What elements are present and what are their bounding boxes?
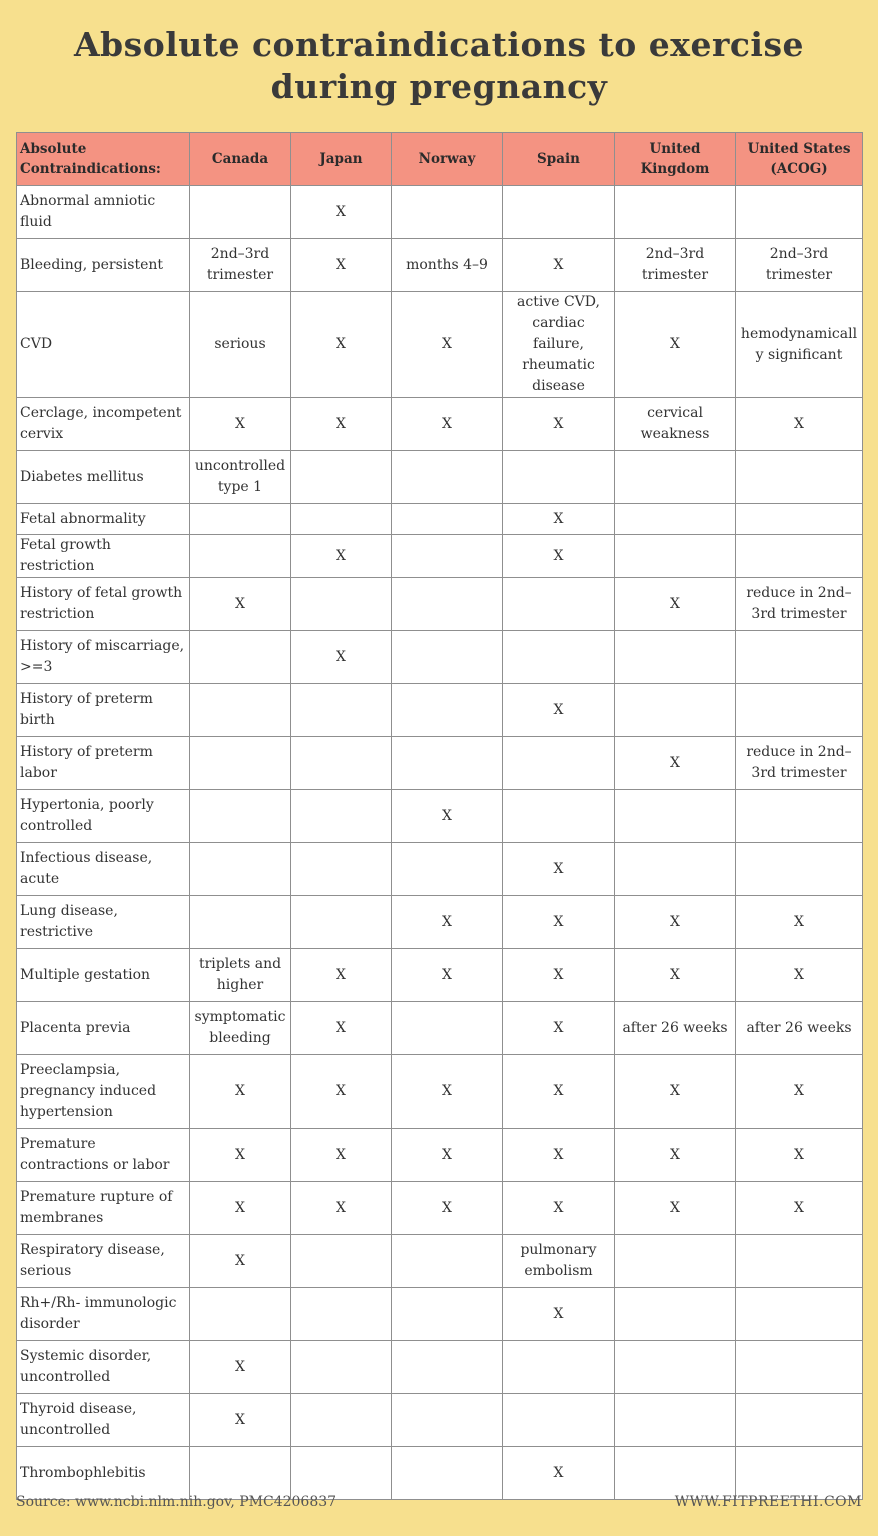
- cell-japan: [291, 451, 392, 504]
- cell-norway: [392, 1288, 503, 1341]
- table-row: [17, 1182, 863, 1235]
- cell-norway: [392, 451, 503, 504]
- cell-norway: [392, 578, 503, 631]
- cell-canada: 2nd–3rd trimester: [190, 239, 291, 292]
- cell-japan: [291, 1235, 392, 1288]
- row-label: Bleeding, persistent: [17, 239, 190, 292]
- table-row: [17, 737, 863, 790]
- cell-spain: X: [503, 1002, 615, 1055]
- cell-japan: X: [291, 949, 392, 1002]
- cell-us: [736, 790, 863, 843]
- cell-uk: cervical weakness: [615, 398, 736, 451]
- cell-uk: X: [615, 737, 736, 790]
- cell-japan: [291, 504, 392, 535]
- cell-canada: X: [190, 1055, 291, 1129]
- cell-canada: uncontrolled type 1: [190, 451, 291, 504]
- cell-us: reduce in 2nd–3rd trimester: [736, 578, 863, 631]
- header-united-states: United States (ACOG): [736, 133, 863, 186]
- row-label: Hypertonia, poorly controlled: [17, 790, 190, 843]
- row-label: Infectious disease, acute: [17, 843, 190, 896]
- table-row: [17, 1447, 863, 1500]
- cell-japan: [291, 1394, 392, 1447]
- cell-spain: X: [503, 239, 615, 292]
- table-row: [17, 790, 863, 843]
- cell-japan: X: [291, 292, 392, 398]
- cell-japan: [291, 1288, 392, 1341]
- row-label: Preeclampsia, pregnancy induced hypertension: [17, 1055, 190, 1129]
- cell-uk: 2nd–3rd trimester: [615, 239, 736, 292]
- cell-canada: [190, 790, 291, 843]
- cell-us: [736, 631, 863, 684]
- cell-uk: [615, 451, 736, 504]
- cell-norway: [392, 1002, 503, 1055]
- table-row: [17, 398, 863, 451]
- row-label: Respiratory disease, serious: [17, 1235, 190, 1288]
- contraindications-table: [16, 132, 863, 1500]
- cell-us: [736, 504, 863, 535]
- table-row: [17, 1235, 863, 1288]
- cell-japan: X: [291, 631, 392, 684]
- cell-us: [736, 843, 863, 896]
- row-label: CVD: [17, 292, 190, 398]
- website-link[interactable]: WWW.FITPREETHI.COM: [674, 1494, 862, 1510]
- row-label: Lung disease, restrictive: [17, 896, 190, 949]
- cell-canada: [190, 1288, 291, 1341]
- cell-canada: triplets and higher: [190, 949, 291, 1002]
- page-title: [0, 24, 878, 108]
- cell-uk: X: [615, 896, 736, 949]
- title-line-2: during pregnancy: [270, 67, 608, 106]
- cell-norway: X: [392, 790, 503, 843]
- table-row: [17, 535, 863, 578]
- source-citation: Source: www.ncbi.nlm.nih.gov, PMC4206837: [16, 1494, 337, 1510]
- header-japan: Japan: [291, 133, 392, 186]
- cell-spain: X: [503, 1447, 615, 1500]
- cell-us: X: [736, 1182, 863, 1235]
- row-label: Premature rupture of membranes: [17, 1182, 190, 1235]
- cell-canada: [190, 186, 291, 239]
- cell-norway: [392, 684, 503, 737]
- header-norway: Norway: [392, 133, 503, 186]
- row-label: History of preterm labor: [17, 737, 190, 790]
- cell-norway: months 4–9: [392, 239, 503, 292]
- header-united-kingdom: United Kingdom: [615, 133, 736, 186]
- cell-norway: X: [392, 292, 503, 398]
- row-label: Multiple gestation: [17, 949, 190, 1002]
- cell-norway: X: [392, 398, 503, 451]
- cell-spain: active CVD, cardiac failure, rheumatic disease: [503, 292, 615, 398]
- cell-japan: [291, 790, 392, 843]
- cell-us: [736, 1394, 863, 1447]
- cell-uk: [615, 790, 736, 843]
- cell-canada: [190, 684, 291, 737]
- cell-spain: X: [503, 684, 615, 737]
- cell-spain: X: [503, 504, 615, 535]
- cell-canada: [190, 535, 291, 578]
- cell-japan: [291, 684, 392, 737]
- cell-canada: X: [190, 1394, 291, 1447]
- table-row: [17, 504, 863, 535]
- cell-uk: [615, 1235, 736, 1288]
- cell-us: [736, 535, 863, 578]
- cell-us: 2nd–3rd trimester: [736, 239, 863, 292]
- cell-norway: [392, 186, 503, 239]
- row-label: Placenta previa: [17, 1002, 190, 1055]
- cell-canada: serious: [190, 292, 291, 398]
- header-row: [17, 133, 863, 186]
- cell-canada: symptomatic bleeding: [190, 1002, 291, 1055]
- cell-uk: [615, 186, 736, 239]
- cell-uk: [615, 1288, 736, 1341]
- cell-us: [736, 1235, 863, 1288]
- row-label: Fetal growth restriction: [17, 535, 190, 578]
- cell-norway: X: [392, 1182, 503, 1235]
- row-label: Premature contractions or labor: [17, 1129, 190, 1182]
- cell-norway: [392, 1235, 503, 1288]
- row-label: Diabetes mellitus: [17, 451, 190, 504]
- table-row: [17, 1341, 863, 1394]
- cell-norway: [392, 1447, 503, 1500]
- cell-norway: [392, 1341, 503, 1394]
- cell-norway: [392, 843, 503, 896]
- cell-uk: [615, 504, 736, 535]
- row-label: Cerclage, incompetent cervix: [17, 398, 190, 451]
- cell-us: X: [736, 1055, 863, 1129]
- cell-uk: [615, 1394, 736, 1447]
- cell-us: [736, 451, 863, 504]
- cell-us: hemodynamically significant: [736, 292, 863, 398]
- cell-uk: [615, 684, 736, 737]
- cell-spain: [503, 737, 615, 790]
- table-row: [17, 949, 863, 1002]
- cell-spain: X: [503, 1055, 615, 1129]
- cell-japan: X: [291, 1182, 392, 1235]
- cell-us: after 26 weeks: [736, 1002, 863, 1055]
- cell-spain: X: [503, 896, 615, 949]
- table-row: [17, 451, 863, 504]
- cell-japan: X: [291, 535, 392, 578]
- cell-norway: X: [392, 949, 503, 1002]
- cell-uk: [615, 535, 736, 578]
- cell-uk: X: [615, 1182, 736, 1235]
- cell-canada: X: [190, 398, 291, 451]
- header-spain: Spain: [503, 133, 615, 186]
- cell-norway: X: [392, 896, 503, 949]
- cell-uk: [615, 843, 736, 896]
- cell-japan: X: [291, 1002, 392, 1055]
- cell-canada: X: [190, 1235, 291, 1288]
- cell-norway: [392, 1394, 503, 1447]
- cell-canada: [190, 737, 291, 790]
- table-row: [17, 1129, 863, 1182]
- cell-japan: [291, 843, 392, 896]
- row-label: Thrombophlebitis: [17, 1447, 190, 1500]
- cell-spain: [503, 631, 615, 684]
- cell-canada: X: [190, 1182, 291, 1235]
- cell-spain: [503, 790, 615, 843]
- cell-uk: X: [615, 292, 736, 398]
- cell-uk: [615, 631, 736, 684]
- cell-norway: X: [392, 1129, 503, 1182]
- table-row: [17, 631, 863, 684]
- table-row: [17, 843, 863, 896]
- cell-spain: [503, 578, 615, 631]
- table-row: [17, 578, 863, 631]
- cell-us: X: [736, 1129, 863, 1182]
- cell-spain: X: [503, 1129, 615, 1182]
- row-label: Thyroid disease, uncontrolled: [17, 1394, 190, 1447]
- cell-spain: [503, 1341, 615, 1394]
- cell-us: [736, 684, 863, 737]
- cell-canada: X: [190, 1129, 291, 1182]
- row-label: History of fetal growth restriction: [17, 578, 190, 631]
- cell-japan: [291, 578, 392, 631]
- cell-spain: [503, 186, 615, 239]
- cell-spain: X: [503, 843, 615, 896]
- cell-japan: X: [291, 398, 392, 451]
- cell-spain: [503, 1394, 615, 1447]
- table-row: [17, 684, 863, 737]
- table-row: [17, 896, 863, 949]
- table-row: [17, 1288, 863, 1341]
- row-label: Systemic disorder, uncontrolled: [17, 1341, 190, 1394]
- cell-us: reduce in 2nd–3rd trimester: [736, 737, 863, 790]
- row-label: Rh+/Rh- immunologic disorder: [17, 1288, 190, 1341]
- cell-spain: pulmonary embolism: [503, 1235, 615, 1288]
- cell-us: [736, 1288, 863, 1341]
- row-label: Abnormal amniotic fluid: [17, 186, 190, 239]
- cell-norway: [392, 737, 503, 790]
- cell-uk: [615, 1341, 736, 1394]
- row-label: History of miscarriage, >=3: [17, 631, 190, 684]
- cell-canada: [190, 504, 291, 535]
- cell-japan: X: [291, 1055, 392, 1129]
- cell-norway: [392, 535, 503, 578]
- table-row: [17, 292, 863, 398]
- cell-japan: X: [291, 1129, 392, 1182]
- title-line-1: Absolute contraindications to exercise: [73, 25, 805, 64]
- table-row: [17, 1055, 863, 1129]
- cell-canada: [190, 631, 291, 684]
- cell-uk: after 26 weeks: [615, 1002, 736, 1055]
- cell-spain: X: [503, 1288, 615, 1341]
- cell-japan: X: [291, 186, 392, 239]
- cell-japan: [291, 896, 392, 949]
- table-row: [17, 1394, 863, 1447]
- table-row: [17, 1002, 863, 1055]
- cell-spain: X: [503, 398, 615, 451]
- cell-us: X: [736, 949, 863, 1002]
- cell-norway: X: [392, 1055, 503, 1129]
- cell-us: [736, 186, 863, 239]
- cell-norway: [392, 631, 503, 684]
- cell-canada: [190, 896, 291, 949]
- cell-canada: [190, 843, 291, 896]
- cell-canada: [190, 1447, 291, 1500]
- cell-us: [736, 1447, 863, 1500]
- cell-spain: [503, 451, 615, 504]
- cell-uk: X: [615, 578, 736, 631]
- header-canada: Canada: [190, 133, 291, 186]
- cell-spain: X: [503, 949, 615, 1002]
- cell-us: X: [736, 896, 863, 949]
- cell-uk: [615, 1447, 736, 1500]
- cell-us: X: [736, 398, 863, 451]
- table-row: [17, 186, 863, 239]
- cell-japan: [291, 1341, 392, 1394]
- cell-spain: X: [503, 535, 615, 578]
- header-contraindications: Absolute Contraindications:: [17, 133, 190, 186]
- row-label: History of preterm birth: [17, 684, 190, 737]
- cell-spain: X: [503, 1182, 615, 1235]
- row-label: Fetal abnormality: [17, 504, 190, 535]
- cell-japan: X: [291, 239, 392, 292]
- cell-norway: [392, 504, 503, 535]
- cell-canada: X: [190, 578, 291, 631]
- cell-uk: X: [615, 949, 736, 1002]
- cell-uk: X: [615, 1055, 736, 1129]
- cell-canada: X: [190, 1341, 291, 1394]
- cell-japan: [291, 1447, 392, 1500]
- table-row: [17, 239, 863, 292]
- cell-us: [736, 1341, 863, 1394]
- cell-japan: [291, 737, 392, 790]
- cell-uk: X: [615, 1129, 736, 1182]
